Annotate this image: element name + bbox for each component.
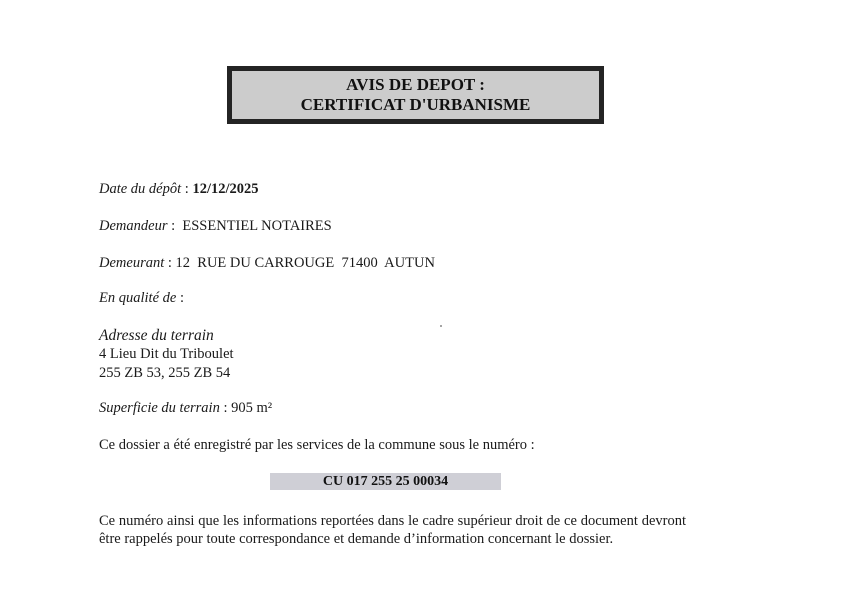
demandeur-separator: :: [167, 218, 183, 234]
qualite-row: [99, 290, 184, 307]
title-banner: [227, 66, 604, 124]
scan-speck: [440, 325, 442, 327]
demeurant-label: Demeurant: [99, 255, 165, 271]
superficie-row: [99, 400, 272, 417]
depot-row: [99, 181, 259, 198]
superficie-label: Superficie du terrain: [99, 400, 220, 416]
depot-date: 12/12/2025: [192, 181, 259, 197]
demeurant-separator: :: [164, 255, 176, 271]
superficie-value: 905 m²: [231, 400, 273, 416]
qualite-label: En qualité de: [99, 290, 177, 306]
depot-separator: :: [181, 181, 193, 197]
terrain-address: 4 Lieu Dit du Triboulet: [99, 346, 234, 362]
enregistrement-text: Ce dossier a été enregistré par les services de la commune sous le numéro :: [99, 437, 535, 453]
depot-label: Date du dépôt: [99, 181, 182, 197]
title-line-1: AVIS DE DEPOT :: [346, 75, 485, 94]
rappel-paragraph: Ce numéro ainsi que les informations reportées dans le cadre supérieur droit de ce document devront être rappelés pour toute correspondance et demande d’information concernant le dossier.: [99, 513, 686, 547]
title-line-2: CERTIFICAT D'URBANISME: [300, 95, 531, 114]
dossier-number: CU 017 255 25 00034: [270, 473, 501, 490]
demandeur-value: ESSENTIEL NOTAIRES: [182, 218, 332, 234]
superficie-separator: :: [219, 400, 232, 416]
terrain-parcels: 255 ZB 53, 255 ZB 54: [99, 365, 231, 381]
demeurant-value: 12 RUE DU CARROUGE 71400 AUTUN: [175, 255, 435, 271]
demandeur-label: Demandeur: [99, 218, 168, 234]
demandeur-row: [99, 218, 332, 235]
terrain-label: Adresse du terrain: [99, 327, 214, 344]
demeurant-row: [99, 255, 435, 272]
title-banner-inner: [232, 71, 599, 119]
qualite-separator: :: [176, 290, 184, 306]
